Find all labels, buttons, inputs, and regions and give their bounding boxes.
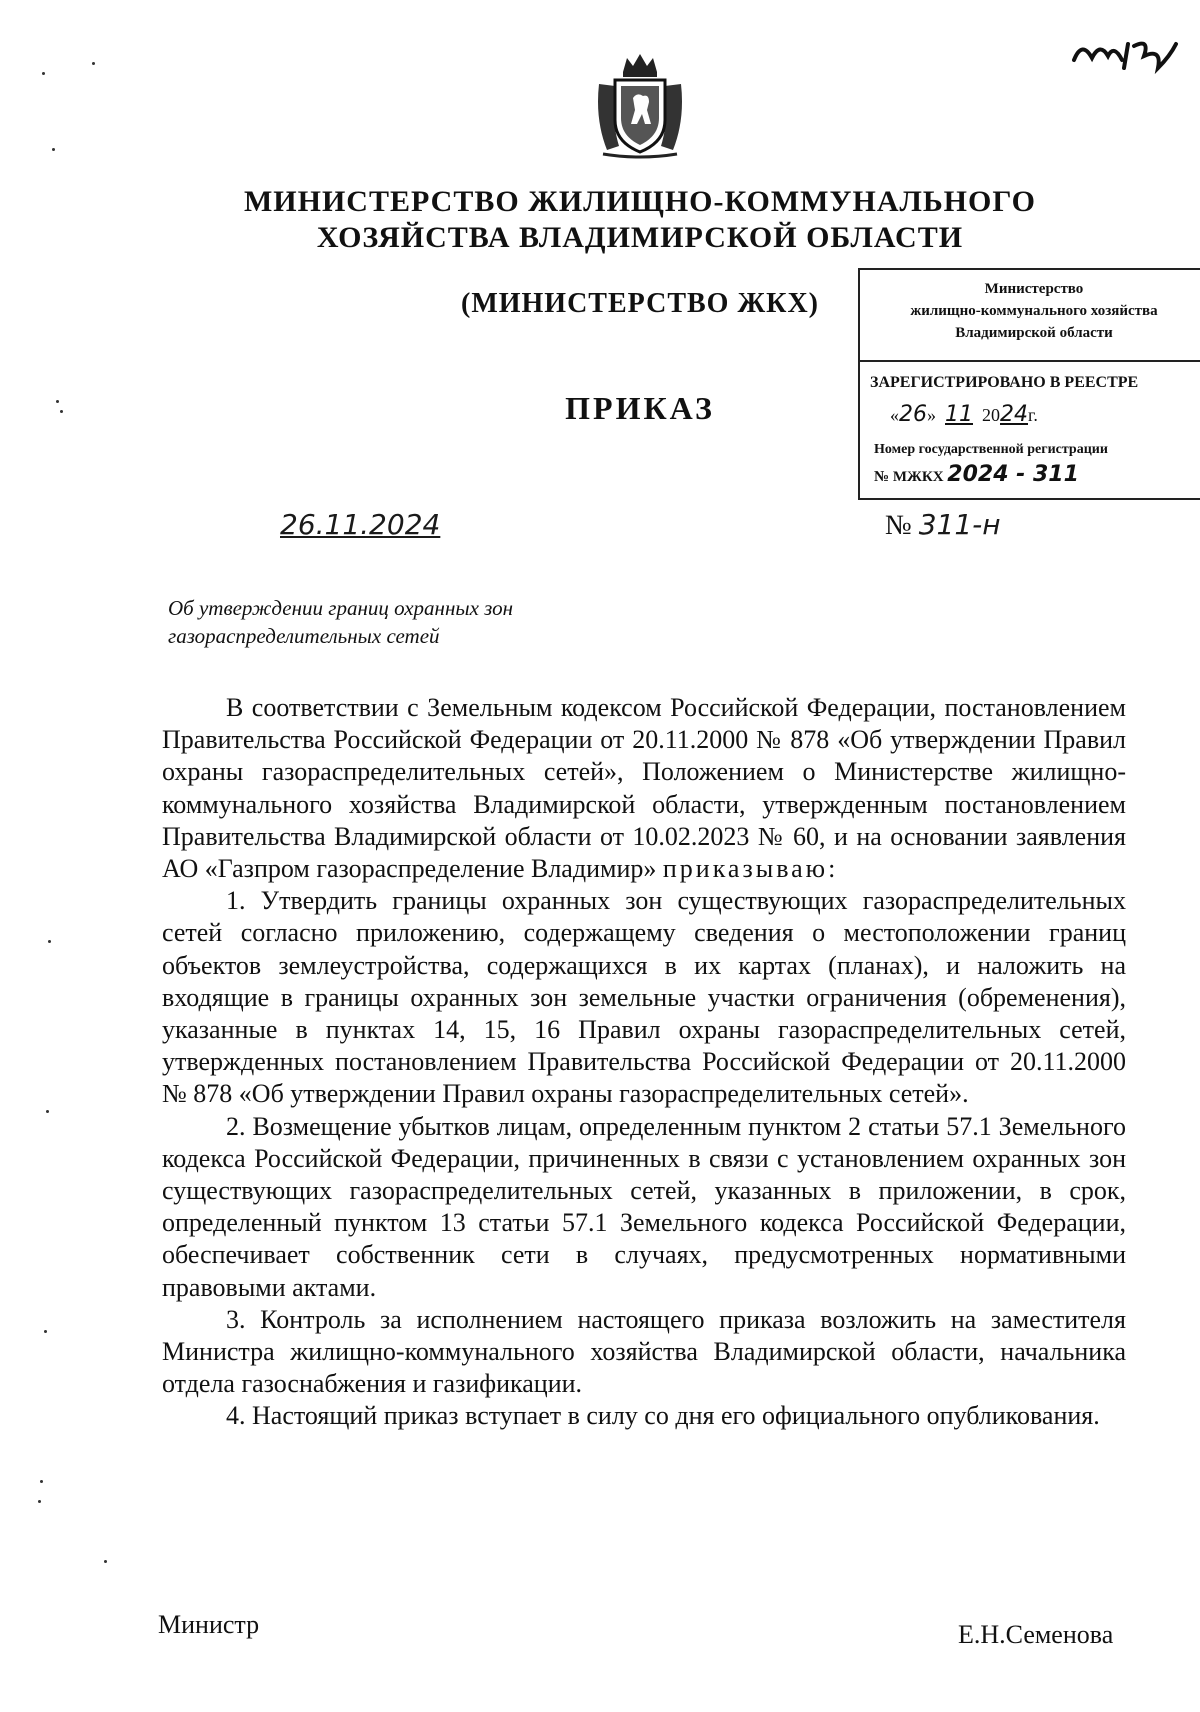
signatory-name: Е.Н.Семенова [958, 1620, 1114, 1649]
order-item-4: 4. Настоящий приказ вступает в силу со дня его официального опубликования. [226, 1401, 1100, 1431]
order-item-3: 3. Контроль за исполнением настоящего приказа возложить на заместителя Министра жилищно-коммунального хозяйства Владимирской области, начальника отдела газоснабжения и газификации. [162, 1304, 1126, 1399]
order-item-2: 2. Возмещение убытков лицам, определенным пунктом 2 статьи 57.1 Земельного кодекса Российской Федерации, причиненных в связи с установлением охранных зон существующих газораспределительных сетей, указанных в приложении, в срок, определенный пунктом 13 статьи 57.1 Земельного кодекса Российской Федерации, обеспечивает собственник сети в случаях, предусмотренных нормативными правовыми актами. [162, 1111, 1126, 1302]
signatory-position: Министр [158, 1610, 260, 1639]
order-word: приказываю: [662, 854, 839, 884]
order-item-1: 1. Утвердить границы охранных зон существующих газораспределительных сетей согласно приложению, содержащему сведения о местоположении границ объектов землеустройства, содержащихся в их картах (планах), и наложить на входящие в границы охранных зон земельные участки ограничения (обременения), указанные в пунктах 14, 15, 16 Правил охраны газораспределительных сетей, утвержденных постановлением Правительства Российской Федерации от 20.11.2000 № 878 «Об утверждении Правил охраны газораспределительных сетей». [162, 886, 1126, 1109]
stamp-registered-label: ЗАРЕГИСТРИРОВАНО В РЕЕСТРЕ [870, 374, 1139, 391]
ministry-title-line2: ХОЗЯЙСТВА ВЛАДИМИРСКОЙ ОБЛАСТИ [316, 221, 964, 254]
document-type-heading: ПРИКАЗ [565, 390, 715, 426]
stamp-number-label: Номер государственной регистрации [874, 442, 1108, 457]
ministry-title-line1: МИНИСТЕРСТВО ЖИЛИЩНО-КОММУНАЛЬНОГО [243, 185, 1037, 218]
stamp-number: № МЖКХ 2024 - 311 [874, 462, 1079, 487]
stamp-registration-date: «26» 11 2024г. [890, 402, 1038, 427]
ministry-short-name: (МИНИСТЕРСТВО ЖКХ) [461, 288, 819, 319]
document-date: 26.11.2024 [280, 508, 441, 541]
document-number: № 311-н [885, 508, 1001, 541]
preamble-paragraph: В соответствии с Земельным кодексом Российской Федерации, постановлением Правительства Российской Федерации от 20.11.2000 № 878 «Об утверждении Правил охраны газораспределительных сетей», Положением о Министерстве жилищно-коммунального хозяйства Владимирской области, утвержденным постановлением Правительства Владимирской области от 10.02.2023 № 60, и на основании заявления АО «Газпром газораспределение Владимир» приказываю: [162, 693, 1126, 884]
document-subject: Об утверждении границ охранных зон газораспределительных сетей [168, 596, 514, 648]
stamp-organization: Министерство жилищно-коммунального хозяйства Владимирской области [910, 281, 1158, 341]
